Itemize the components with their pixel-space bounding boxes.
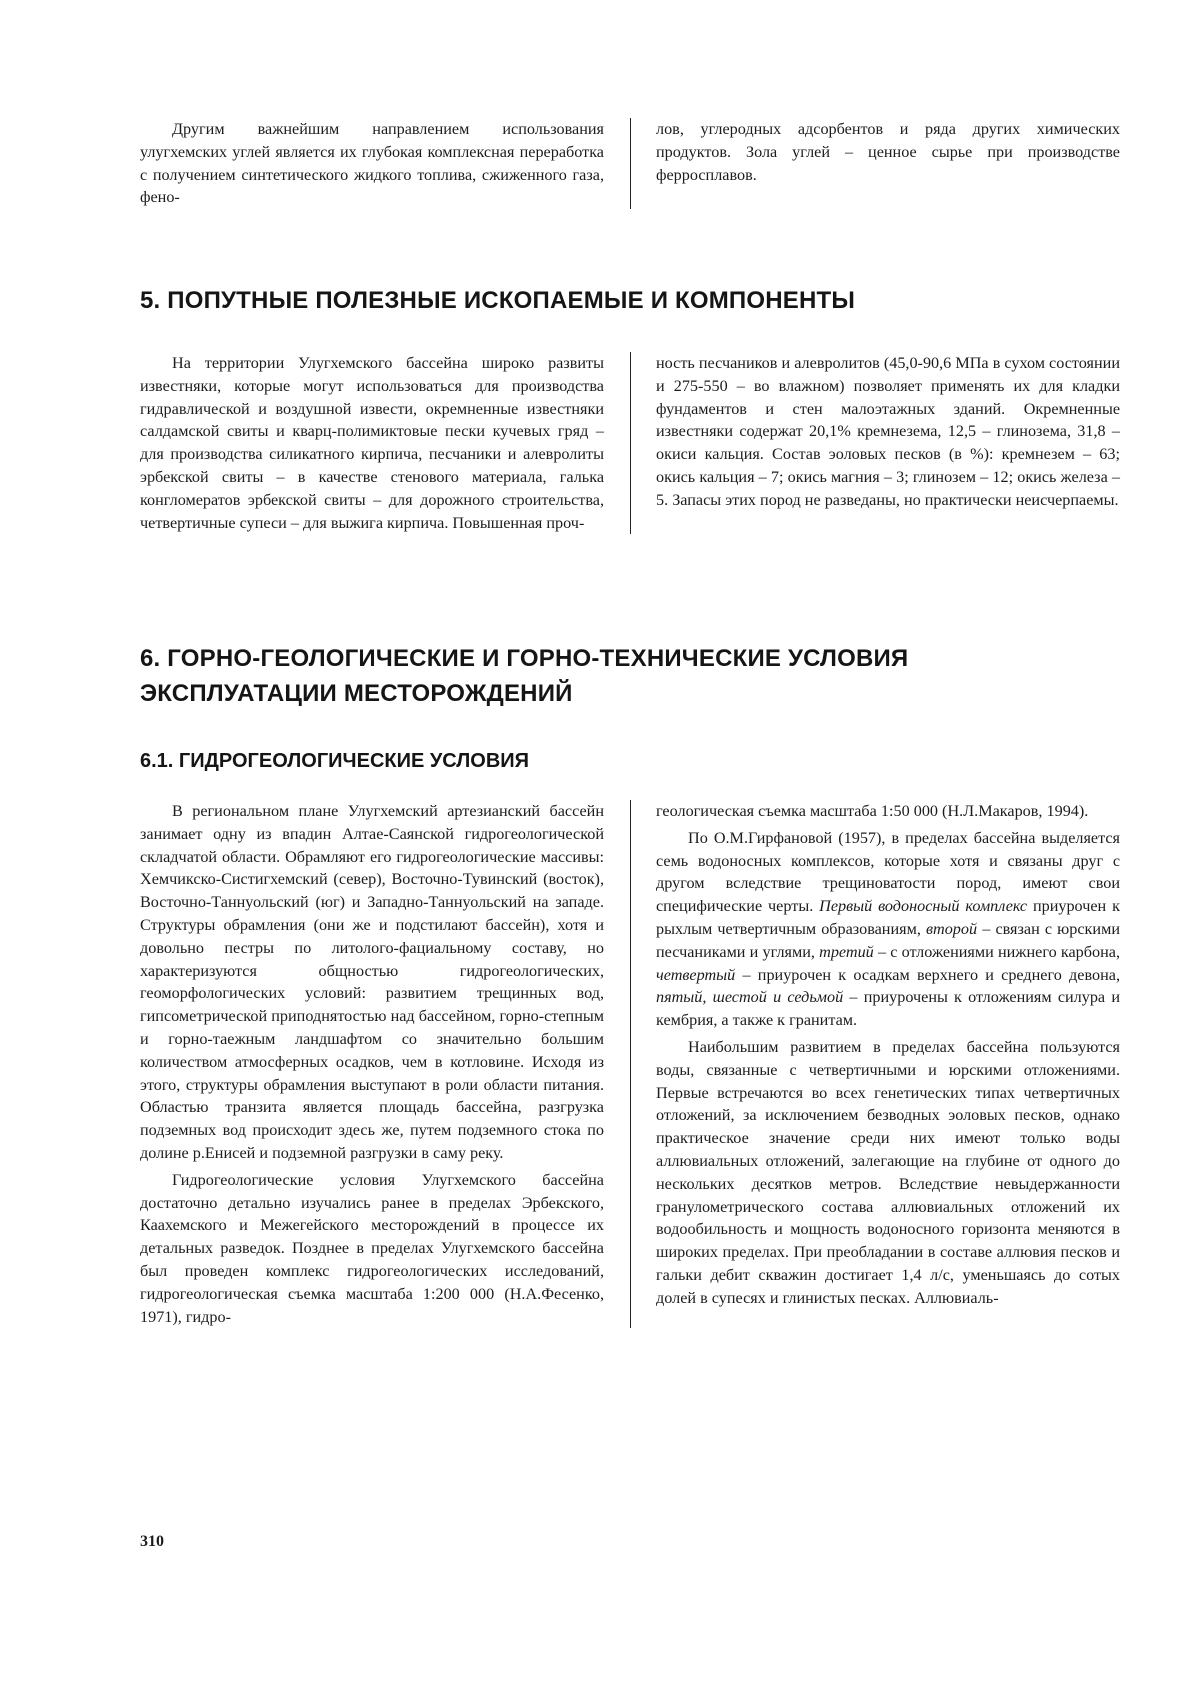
column-divider bbox=[630, 118, 631, 209]
italic-term: Первый водоносный комплекс bbox=[819, 897, 1028, 916]
italic-term: четвертый bbox=[656, 965, 736, 984]
text-run: – с отложениями нижнего карбона, bbox=[873, 942, 1120, 961]
text-run: приурочен к рыхлым четвертичным образованиям, bbox=[656, 897, 1120, 938]
section-6-1-column-right bbox=[656, 800, 1120, 1328]
column-divider bbox=[630, 800, 631, 1328]
section-6-1-column-left bbox=[140, 800, 604, 1328]
text-run: По О.М.Гирфановой (1957), в пределах бассейна выделяется семь водоносных комплексов, которые хотя и связаны друг с другом вследствие трещиноватости пород, имеют свои специфические черты. bbox=[656, 828, 1120, 916]
intro-text-block bbox=[140, 118, 1120, 209]
section-6-heading-line2: ЭКСПЛУАТАЦИИ МЕСТОРОЖДЕНИЙ bbox=[140, 680, 573, 707]
intro-column-right bbox=[656, 118, 1120, 209]
text-run: – приурочены к отложениям силура и кембрия, а также к гранитам. bbox=[656, 988, 1120, 1030]
text-run: – приурочен к осадкам верхнего и среднего девона, bbox=[735, 965, 1120, 984]
paragraph: Другим важнейшим направлением использования улугхемских углей является их глубокая комплексная переработка с получением синтетического жидкого топлива, сжиженного газа, фено- bbox=[140, 120, 604, 207]
paragraph: лов, углеродных адсорбентов и ряда других химических продуктов. Зола углей – ценное сырье при производстве ферросплавов. bbox=[656, 120, 1120, 184]
italic-term: пятый, шестой и седьмой bbox=[656, 988, 844, 1007]
intro-column-left bbox=[140, 118, 604, 209]
section-5-column-right bbox=[656, 352, 1120, 534]
section-5-heading: 5. ПОПУТНЫЕ ПОЛЕЗНЫЕ ИСКОПАЕМЫЕ И КОМПОНЕНТЫ bbox=[140, 287, 856, 314]
italic-term: третий bbox=[819, 942, 874, 961]
section-6-heading-line1: 6. ГОРНО-ГЕОЛОГИЧЕСКИЕ И ГОРНО-ТЕХНИЧЕСКИЕ УСЛОВИЯ bbox=[140, 645, 909, 672]
paragraph: В региональном плане Улугхемский артезианский бассейн занимает одну из впадин Алтае-Саянской гидрогеологической складчатой области. Обрамляют его гидрогеологические массивы: Хемчикско-Систигхемский (север), Восточно-Тувинский (восток), Восточно-Таннуольский (юг) и Западно-Таннуольский на западе. Структуры обрамления (они же и подстилают бассейн), хотя и довольно пестры по литолого-фациальному составу, но характеризуются общностью гидрогеологических, геоморфологических условий: развитием трещинных вод, гипсометрической приподнятостью над бассейном, горно-степным и горно-таежным ландшафтом со значительно большим количеством атмосферных осадков, чем в котловине. Исходя из этого, структуры обрамления выступают в роли области питания. Областью транзита является площадь бассейна, разгрузка подземных вод происходит здесь же, путем подземного стока по долине р.Енисей и подземной разгрузки в саму реку. bbox=[140, 802, 604, 1162]
section-6-1-text-block bbox=[140, 800, 1120, 1328]
italic-term: второй bbox=[926, 919, 978, 938]
paragraph bbox=[656, 827, 1120, 1032]
section-5-column-left bbox=[140, 352, 604, 534]
paragraph: ность песчаников и алевролитов (45,0-90,6 МПа в сухом состоянии и 275-550 – во влажном) позволяет применять их для кладки фундаментов и стен малоэтажных зданий. Окремненные известняки содержат 20,1% кремнезема, 12,5 – глинозема, 31,8 – окиси кальция. Состав эоловых песков (в %): кремнезем – 63; окись кальция – 7; окись магния – 3; глинозем – 12; окись железа – 5. Запасы этих пород не разведаны, но практически неисчерпаемы. bbox=[656, 354, 1120, 509]
paragraph: На территории Улугхемского бассейна широко развиты известняки, которые могут использоваться для производства гидравлической и воздушной извести, окремненные известняки салдамской свиты и кварц-полимиктовые пески кучевых гряд – для производства силикатного кирпича, песчаники и алевролиты эрбекской свиты – в качестве стенового материала, галька конгломератов эрбекской свиты – для дорожного строительства, четвертичные супеси – для выжига кирпича. Повышенная проч- bbox=[140, 354, 604, 532]
paragraph: Наибольшим развитием в пределах бассейна пользуются воды, связанные с четвертичными и юрскими отложениями. Первые встречаются во всех генетических типах четвертичных отложений, за исключением безводных эоловых песков, однако практическое значение среди них имеют только воды аллювиальных отложений, залегающие на глубине от одного до нескольких десятков метров. Вследствие невыдержанности гранулометрического состава аллювиальных отложений их водообильность и мощность водоносного горизонта меняются в широких пределах. При преобладании в составе аллювия песков и гальки дебит скважин достигает 1,4 л/с, уменьшаясь до сотых долей в супесях и глинистых песках. Аллювиаль- bbox=[656, 1037, 1120, 1307]
paragraph: геологическая съемка масштаба 1:50 000 (Н.Л.Макаров, 1994). bbox=[656, 802, 1089, 820]
column-divider bbox=[630, 352, 631, 534]
page-number: 310 bbox=[140, 1533, 164, 1550]
section-5-text-block bbox=[140, 352, 1120, 534]
section-6-1-heading: 6.1. ГИДРОГЕОЛОГИЧЕСКИЕ УСЛОВИЯ bbox=[140, 750, 530, 772]
paragraph: Гидрогеологические условия Улугхемского бассейна достаточно детально изучались ранее в пределах Эрбекского, Каахемского и Межегейского месторождений в процессе их детальных разведок. Позднее в пределах Улугхемского бассейна был проведен комплекс гидрогеологических исследований, гидрогеологическая съемка масштаба 1:200 000 (Н.А.Фесенко, 1971), гидро- bbox=[140, 1170, 604, 1326]
text-run: – связан с юрскими песчаниками и углями, bbox=[656, 919, 1120, 961]
